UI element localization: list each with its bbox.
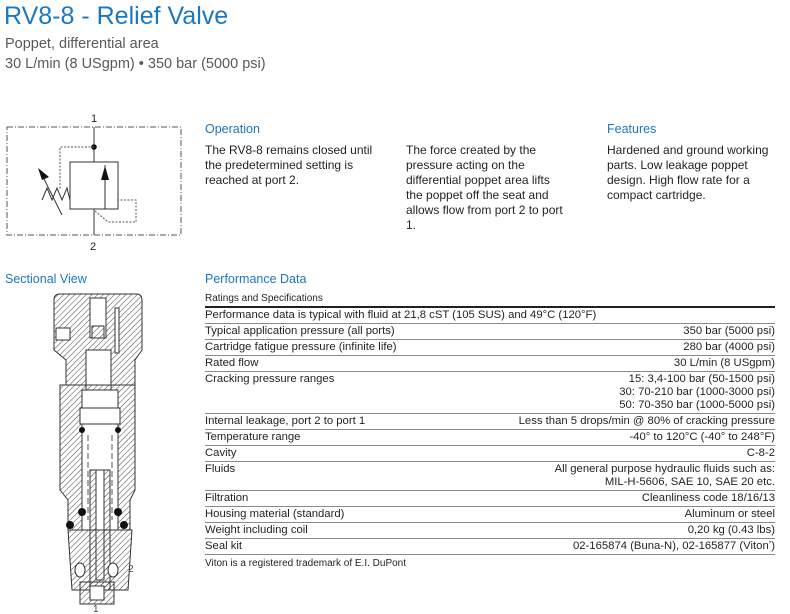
section-side-port	[56, 328, 70, 340]
table-intro-row	[205, 308, 775, 324]
spec-value: 15: 3,4-100 bar (50-1500 psi) 30: 70-210 bar (1000-3000 psi) 50: 70-350 bar (1000-5000 psi)	[619, 373, 775, 411]
table-row	[205, 414, 775, 430]
spec-label: Cartridge fatigue pressure (infinite life)	[205, 341, 397, 353]
schematic-adjust-line	[42, 175, 62, 215]
section-threads	[68, 530, 132, 590]
section-ring	[80, 408, 120, 424]
spec-value: 280 bar (4000 psi)	[683, 341, 775, 353]
features-text: Hardened and ground working parts. Low leakage poppet design. High flow rate for a compact cartridge.	[607, 143, 769, 202]
spec-value: Cleanliness code 18/16/13	[641, 492, 775, 504]
spec-label: Rated flow	[205, 357, 259, 369]
spec-label: Cavity	[205, 447, 237, 459]
table-row	[205, 340, 775, 356]
schematic-flow-arrow-icon	[101, 166, 109, 180]
sectional-port-2-label: 2	[128, 564, 134, 575]
table-row	[205, 356, 775, 372]
spec-label: Typical application pressure (all ports)	[205, 325, 395, 337]
spec-value: 350 bar (5000 psi)	[683, 325, 775, 337]
spec-label: Cracking pressure ranges	[205, 373, 335, 385]
hydraulic-schematic	[0, 105, 200, 260]
schematic-port-1-label: 1	[91, 113, 98, 125]
schematic-valve-body	[70, 162, 118, 209]
subtitle-ratings: 30 L/min (8 USgpm) • 350 bar (5000 psi)	[5, 56, 266, 72]
specifications-table	[205, 293, 775, 569]
table-row	[205, 491, 775, 507]
operation-text-2: The force created by the pressure acting on the differential poppet area lifts the poppet off the seat and allows flow from port 2 to port 1.	[406, 143, 563, 232]
table-intro-text: Performance data is typical with fluid at 21,8 cST (105 SUS) and 49°C (120°F)	[205, 309, 597, 321]
sectional-view-heading: Sectional View	[5, 272, 87, 286]
trademark-note: Viton is a registered trademark of E.I. DuPont	[205, 558, 407, 569]
table-row	[205, 539, 775, 555]
spec-value: C-8-2	[746, 447, 775, 459]
schematic-spring	[42, 188, 70, 200]
table-caption: Ratings and Specifications	[205, 293, 775, 308]
table-row	[205, 446, 775, 462]
table-row	[205, 523, 775, 539]
spec-label: Weight including coil	[205, 524, 308, 536]
table-row	[205, 507, 775, 523]
performance-heading: Performance Data	[205, 272, 307, 286]
spec-value: All general purpose hydraulic fluids such as: MIL-H-5606, SAE 10, SAE 20 etc.	[554, 463, 775, 488]
spec-label: Internal leakage, port 2 to port 1	[205, 415, 366, 427]
section-vent-slot	[115, 308, 119, 353]
spec-label: Fluids	[205, 463, 236, 475]
schematic-pilot-top	[60, 147, 94, 190]
sectional-view-drawing	[0, 290, 180, 614]
features-heading: Features	[607, 122, 657, 136]
spec-value: -40° to 120°C (-40° to 248°F)	[629, 431, 775, 443]
operation-text-1: The RV8-8 remains closed until the predetermined setting is reached at port 2.	[205, 143, 373, 187]
spec-value: 30 L/min (8 USgpm)	[673, 357, 775, 369]
spec-value: 0,20 kg (0.43 lbs)	[687, 524, 775, 536]
spec-label: Filtration	[205, 492, 249, 504]
spec-label: Temperature range	[205, 431, 301, 443]
table-row	[205, 430, 775, 446]
operation-heading: Operation	[205, 122, 260, 136]
table-row	[205, 372, 775, 414]
table-row	[205, 324, 775, 340]
schematic-pilot-bottom	[95, 200, 136, 222]
page-title: RV8-8 - Relief Valve	[4, 2, 229, 30]
spec-value: 02-165874 (Buna-N), 02-165877 (Vitonʼ)	[572, 540, 775, 552]
sectional-port-1-label: 1	[93, 604, 99, 614]
spec-label: Seal kit	[205, 540, 243, 552]
spec-value: Less than 5 drops/min @ 80% of cracking pressure	[518, 415, 775, 427]
spec-value: Aluminum or steel	[684, 508, 775, 520]
schematic-adjust-arrow-icon	[38, 168, 49, 180]
schematic-port-2-label: 2	[90, 241, 97, 253]
spec-label: Housing material (standard)	[205, 508, 345, 520]
table-row	[205, 462, 775, 491]
subtitle-type: Poppet, differential area	[5, 36, 159, 52]
